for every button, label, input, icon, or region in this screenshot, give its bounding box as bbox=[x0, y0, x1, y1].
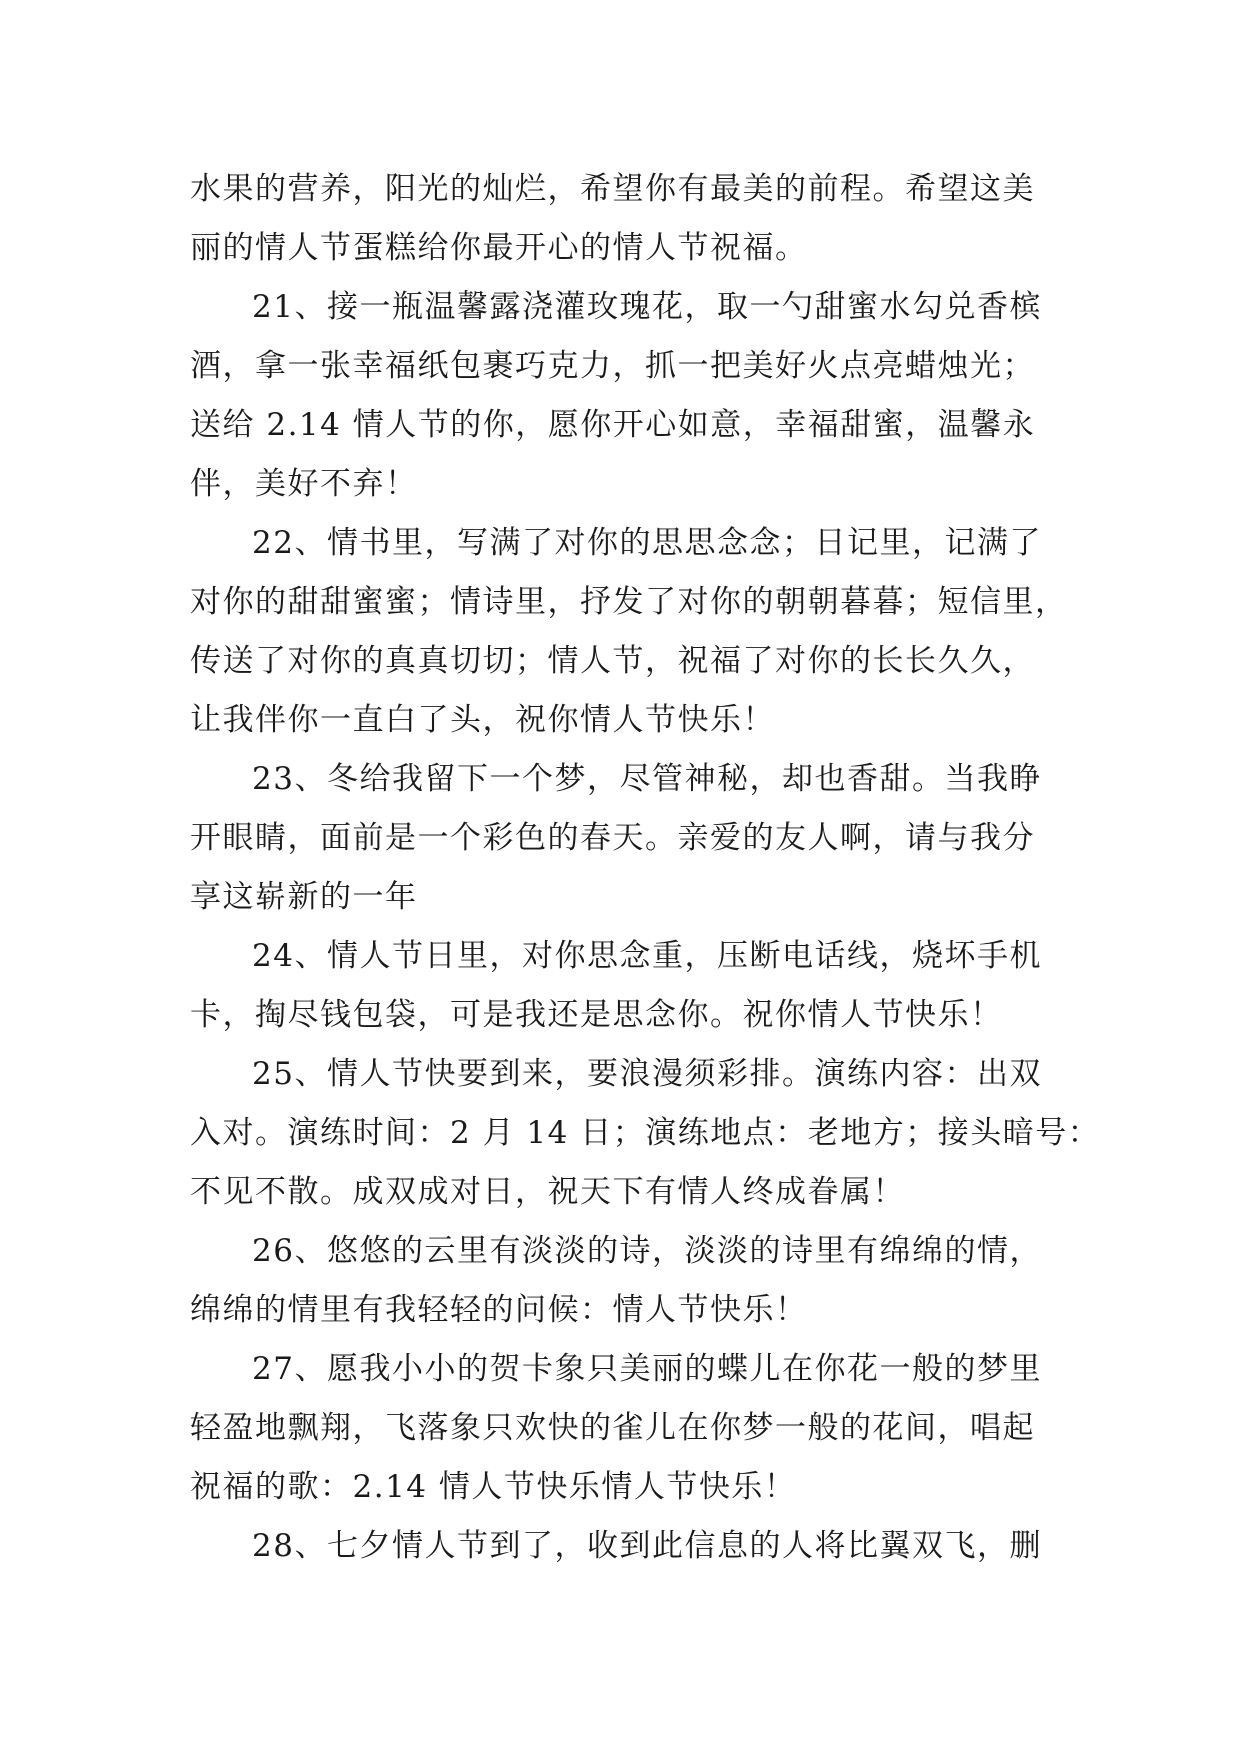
text-line: 开眼睛，面前是一个彩色的春天。亲爱的友人啊，请与我分 bbox=[190, 820, 1035, 856]
paragraph-start-24: 24、情人节日里，对你思念重，压断电话线，烧坏手机 bbox=[252, 938, 1042, 974]
text-line: 享这崭新的一年 bbox=[190, 879, 418, 915]
text-line: 祝福的歌：2.14 情人节快乐情人节快乐！ bbox=[190, 1469, 797, 1505]
paragraph-start-26: 26、悠悠的云里有淡淡的诗，淡淡的诗里有绵绵的情， bbox=[252, 1233, 1042, 1269]
text-line: 轻盈地飘翔，飞落象只欢快的雀儿在你梦一般的花间，唱起 bbox=[190, 1410, 1035, 1446]
text-line: 卡，掏尽钱包袋，可是我还是思念你。祝你情人节快乐！ bbox=[190, 997, 1003, 1033]
text-line: 绵绵的情里有我轻轻的问候：情人节快乐！ bbox=[190, 1292, 808, 1328]
paragraph-start-21: 21、接一瓶温馨露浇灌玫瑰花，取一勺甜蜜水勾兑香槟 bbox=[252, 289, 1042, 325]
text-line: 水果的营养，阳光的灿烂，希望你有最美的前程。希望这美 bbox=[190, 171, 1035, 207]
document-body bbox=[190, 160, 1101, 1576]
text-line: 送给 2.14 情人节的你，愿你开心如意，幸福甜蜜，温馨永 bbox=[190, 407, 1036, 443]
paragraph-start-22: 22、情书里，写满了对你的思思念念；日记里，记满了 bbox=[252, 525, 1042, 561]
text-line: 传送了对你的真真切切；情人节，祝福了对你的长长久久， bbox=[190, 643, 1035, 679]
text-line: 伴，美好不弃！ bbox=[190, 466, 418, 502]
paragraph-start-28: 28、七夕情人节到了，收到此信息的人将比翼双飞，删 bbox=[252, 1528, 1042, 1564]
text-line: 丽的情人节蛋糕给你最开心的情人节祝福。 bbox=[190, 230, 808, 266]
paragraph-start-23: 23、冬给我留下一个梦，尽管神秘，却也香甜。当我睁 bbox=[252, 761, 1042, 797]
paragraph-start-25: 25、情人节快要到来，要浪漫须彩排。演练内容：出双 bbox=[252, 1056, 1042, 1092]
text-line: 酒，拿一张幸福纸包裹巧克力，抓一把美好火点亮蜡烛光； bbox=[190, 348, 1035, 384]
text-line: 对你的甜甜蜜蜜；情诗里，抒发了对你的朝朝暮暮；短信里， bbox=[190, 584, 1068, 620]
text-line: 入对。演练时间：2 月 14 日；演练地点：老地方；接头暗号： bbox=[190, 1115, 1101, 1151]
text-line: 不见不散。成双成对日，祝天下有情人终成眷属！ bbox=[190, 1174, 905, 1210]
paragraph-start-27: 27、愿我小小的贺卡象只美丽的蝶儿在你花一般的梦里 bbox=[252, 1351, 1042, 1387]
text-line: 让我伴你一直白了头，祝你情人节快乐！ bbox=[190, 702, 775, 738]
